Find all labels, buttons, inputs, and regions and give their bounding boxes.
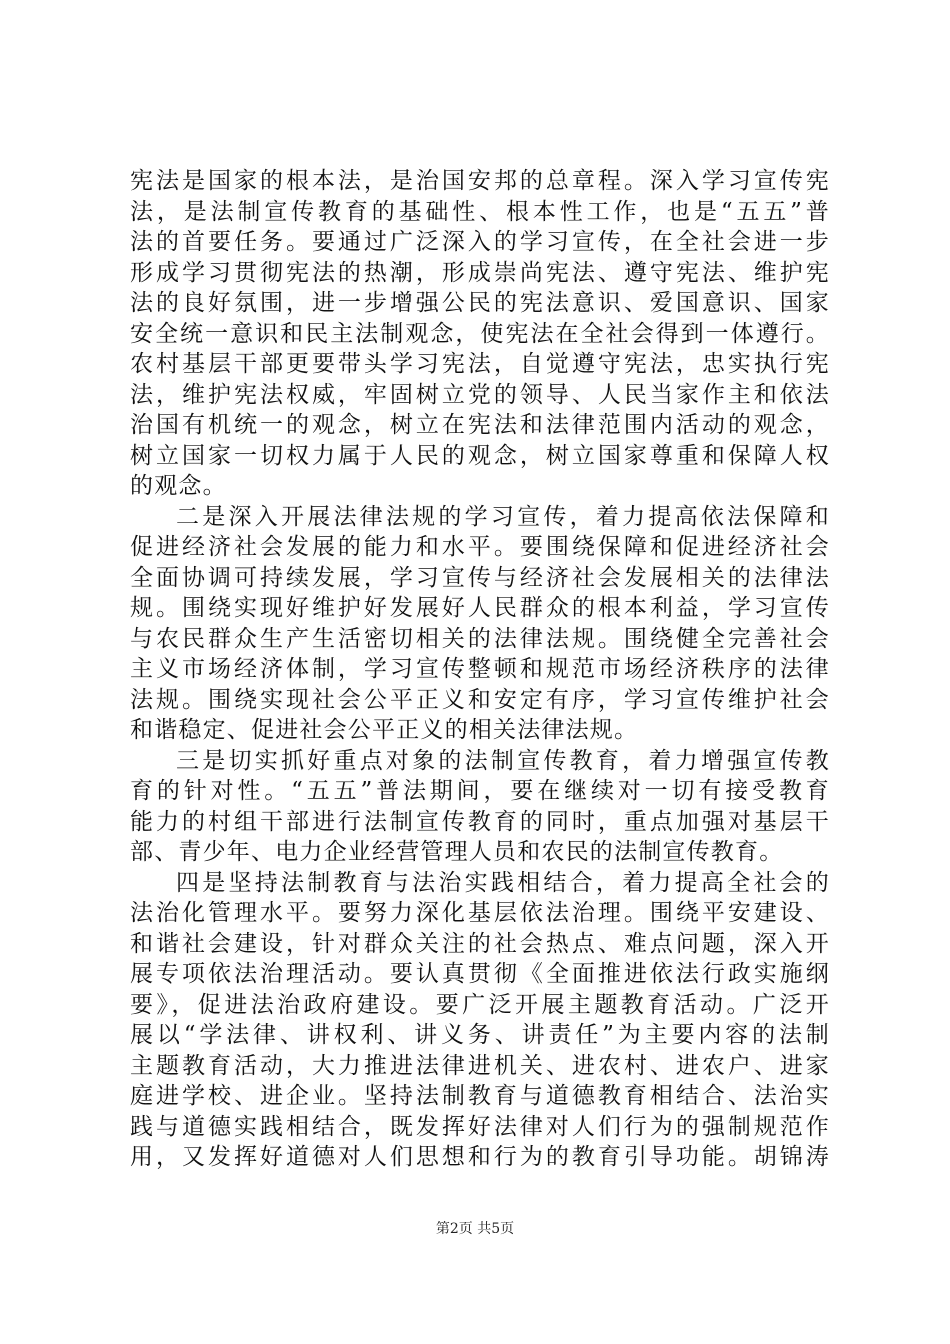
text-line: 育的针对性。“五五”普法期间，要在继续对一切有接受教育: [130, 778, 830, 804]
text-line: 四是坚持法制教育与法治实践相结合，着力提高全社会的: [176, 869, 830, 896]
text-line: 庭进学校、进企业。坚持法制教育与道德教育相结合、法治实: [130, 1083, 830, 1109]
text-line: 宪法是国家的根本法，是治国安邦的总章程。深入学习宣传宪: [130, 168, 830, 194]
text-line: 三是切实抓好重点对象的法制宣传教育，着力增强宣传教: [176, 747, 830, 774]
text-line: 法，维护宪法权威，牢固树立党的领导、人民当家作主和依法: [130, 381, 830, 408]
text-line: 法的首要任务。要通过广泛深入的学习宣传，在全社会进一步: [130, 229, 830, 255]
text-line: 与农民群众生产生活密切相关的法律法规。围绕健全完善社会: [130, 625, 830, 652]
page-footer: [0, 1218, 950, 1238]
text-line: 法的良好氛围，进一步增强公民的宪法意识、爱国意识、国家: [130, 290, 830, 316]
text-line: 展以“学法律、讲权利、讲义务、讲责任”为主要内容的法制: [130, 1022, 830, 1048]
text-line: 法，是法制宣传教育的基础性、根本性工作，也是“五五”普: [130, 198, 830, 225]
text-line: 农村基层干部更要带头学习宪法，自觉遵守宪法，忠实执行宪: [130, 351, 830, 377]
text-line: 树立国家一切权力属于人民的观念，树立国家尊重和保障人权: [130, 442, 830, 469]
text-line: 主题教育活动，大力推进法律进机关、进农村、进农户、进家: [130, 1052, 830, 1079]
text-line: 促进经济社会发展的能力和水平。要围绕保障和促进经济社会: [130, 534, 830, 560]
text-line: 法治化管理水平。要努力深化基层依法治理。围绕平安建设、: [130, 900, 830, 926]
text-line: 和谐稳定、促进社会公平正义的相关法律法规。: [130, 717, 639, 743]
text-line: 要》，促进法治政府建设。要广泛开展主题教育活动。广泛开: [130, 991, 830, 1018]
text-line: 部、青少年、电力企业经营管理人员和农民的法制宣传教育。: [130, 839, 784, 865]
text-line: 用，又发挥好道德对人们思想和行为的教育引导功能。胡锦涛: [130, 1144, 830, 1170]
page-number-label: 第2页 共5页: [435, 1221, 515, 1237]
text-line: 二是深入开展法律法规的学习宣传，着力提高依法保障和: [176, 503, 830, 530]
text-line: 全面协调可持续发展，学习宣传与经济社会发展相关的法律法: [130, 564, 830, 591]
text-line: 践与道德实践相结合，既发挥好法律对人们行为的强制规范作: [130, 1113, 830, 1140]
text-line: 和谐社会建设，针对群众关注的社会热点、难点问题，深入开: [130, 930, 830, 957]
text-line: 治国有机统一的观念，树立在宪法和法律范围内活动的观念，: [130, 412, 830, 438]
text-line: 能力的村组干部进行法制宣传教育的同时，重点加强对基层干: [130, 808, 830, 835]
text-line: 规。围绕实现好维护好发展好人民群众的根本利益，学习宣传: [130, 595, 830, 621]
text-line: 形成学习贯彻宪法的热潮，形成崇尚宪法、遵守宪法、维护宪: [130, 259, 830, 286]
document-body: [130, 166, 830, 1173]
text-line: 展专项依法治理活动。要认真贯彻《全面推进依法行政实施纲: [130, 961, 830, 987]
text-line: 主义市场经济体制，学习宣传整顿和规范市场经济秩序的法律: [130, 656, 830, 682]
text-line: 安全统一意识和民主法制观念，使宪法在全社会得到一体遵行。: [130, 320, 830, 347]
text-line: 的观念。: [130, 473, 227, 499]
text-line: 法规。围绕实现社会公平正义和安定有序，学习宣传维护社会: [130, 686, 830, 713]
